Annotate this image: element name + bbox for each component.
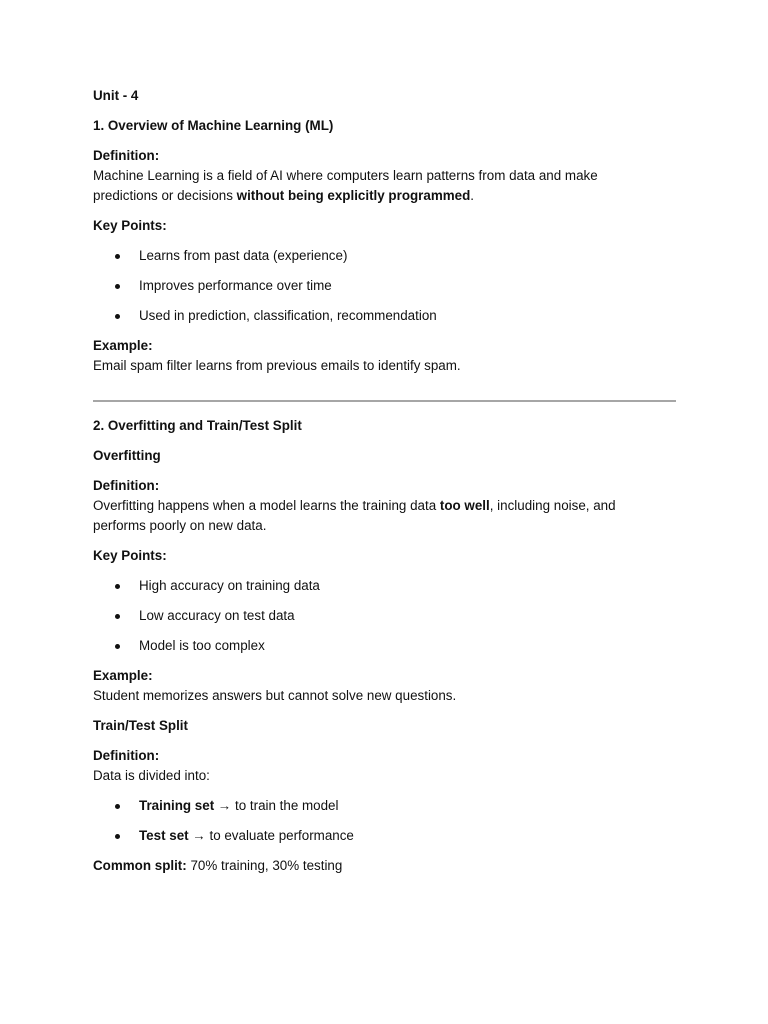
common-split-label: Common split: <box>93 858 187 873</box>
list-item <box>93 636 676 656</box>
list-item-text: Used in prediction, classification, recommendation <box>139 308 437 323</box>
section1-example-text: Email spam filter learns from previous emails to identify spam. <box>93 358 461 373</box>
train-test-split-subheading: Train/Test Split <box>93 718 188 733</box>
section-divider <box>93 400 676 402</box>
overfitting-definition-line2: performs poorly on new data. <box>93 518 267 533</box>
list-item <box>93 576 676 596</box>
section1-key-points-list <box>93 246 676 326</box>
section1-definition-line2 <box>93 186 676 206</box>
list-item <box>93 246 676 266</box>
overfitting-definition-text <box>93 496 676 536</box>
unit-title: Unit - 4 <box>93 88 139 103</box>
section1-definition-line2-pre: predictions or decisions <box>93 188 237 203</box>
section1-definition-text <box>93 166 676 206</box>
bullet-icon <box>115 644 120 649</box>
section1-key-points-label: Key Points: <box>93 218 167 233</box>
overfitting-example-label: Example: <box>93 668 153 683</box>
document-page <box>93 86 676 876</box>
section2-heading: 2. Overfitting and Train/Test Split <box>93 418 302 433</box>
list-item-text: Low accuracy on test data <box>139 608 295 623</box>
list-item <box>93 796 676 816</box>
overfitting-definition-line1 <box>93 496 676 516</box>
bullet-icon <box>115 284 120 289</box>
train-test-split-definition-text: Data is divided into: <box>93 768 210 783</box>
overfitting-definition-line1-pre: Overfitting happens when a model learns the training data <box>93 498 440 513</box>
bullet-icon <box>115 254 120 259</box>
overfitting-subheading: Overfitting <box>93 448 161 463</box>
list-item-text: to train the model <box>231 798 339 813</box>
list-item-term: Test set <box>139 828 189 843</box>
list-item-text: Improves performance over time <box>139 278 332 293</box>
train-test-split-definition-label: Definition: <box>93 748 160 763</box>
list-item-term: Training set <box>139 798 215 813</box>
list-item-text: to evaluate performance <box>205 828 354 843</box>
list-item <box>93 606 676 626</box>
arrow-right-icon: → <box>217 798 232 813</box>
common-split-text: 70% training, 30% testing <box>186 858 343 873</box>
overfitting-definition-emphasis: too well <box>439 498 490 513</box>
list-item <box>93 306 676 326</box>
bullet-icon <box>115 614 120 619</box>
section1-definition-label: Definition: <box>93 148 160 163</box>
section1-heading: 1. Overview of Machine Learning (ML) <box>93 118 334 133</box>
section1-definition-line1: Machine Learning is a field of AI where computers learn patterns from data and make <box>93 168 598 183</box>
overfitting-definition-line1-post: , including noise, and <box>489 498 616 513</box>
train-test-split-list <box>93 796 676 846</box>
bullet-icon <box>115 584 120 589</box>
overfitting-key-points-list <box>93 576 676 656</box>
bullet-icon <box>115 834 120 839</box>
section1-example-label: Example: <box>93 338 153 353</box>
list-item-text: Model is too complex <box>139 638 265 653</box>
overfitting-key-points-label: Key Points: <box>93 548 167 563</box>
section1-definition-emphasis: without being explicitly programmed <box>236 188 471 203</box>
list-item-text: High accuracy on training data <box>139 578 320 593</box>
section1-definition-line2-post: . <box>470 188 475 203</box>
bullet-icon <box>115 804 120 809</box>
overfitting-definition-label: Definition: <box>93 478 160 493</box>
common-split-line <box>93 856 676 876</box>
bullet-icon <box>115 314 120 319</box>
list-item-text: Learns from past data (experience) <box>139 248 348 263</box>
arrow-right-icon: → <box>192 828 206 843</box>
list-item <box>93 276 676 296</box>
list-item <box>93 826 676 846</box>
overfitting-example-text: Student memorizes answers but cannot solve new questions. <box>93 688 457 703</box>
